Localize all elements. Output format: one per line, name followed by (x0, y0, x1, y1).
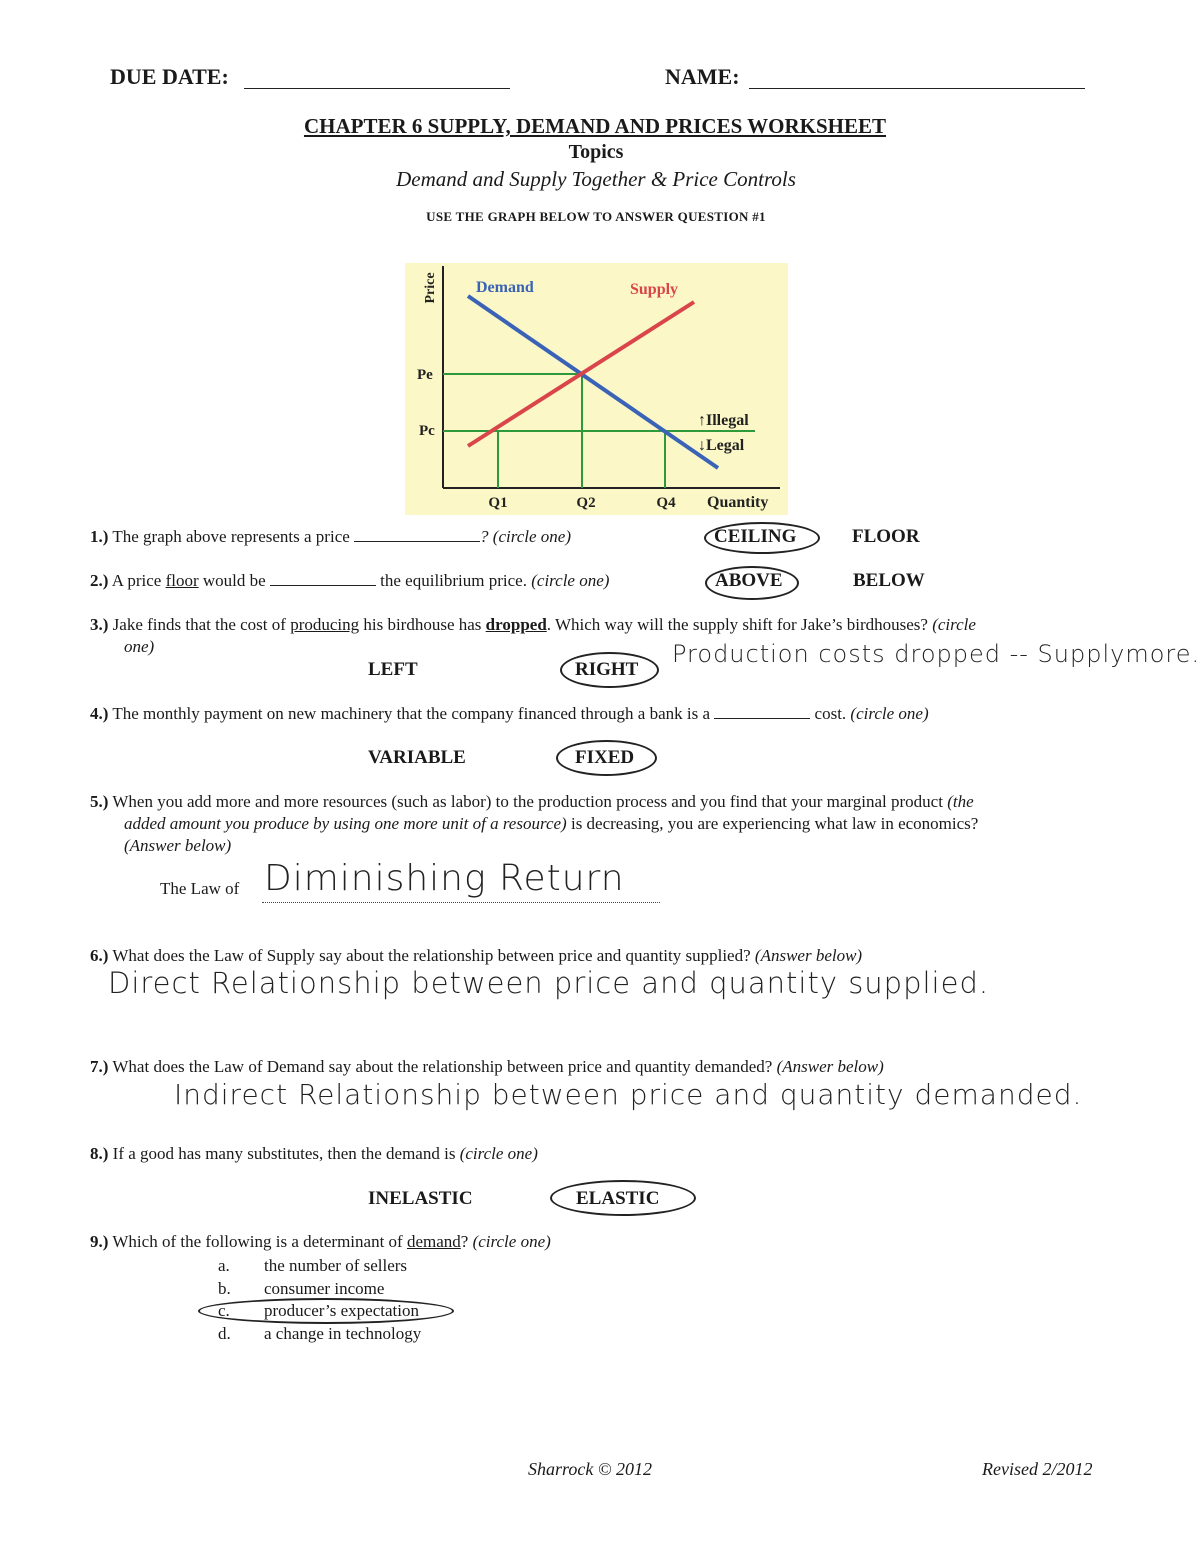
law-of-label: The Law of (160, 879, 240, 898)
q1-label: Q1 (488, 495, 508, 511)
pe-label: Pe (417, 367, 433, 383)
handwritten-answer-5: Diminishing Return (264, 858, 625, 899)
circle-note: (circle one) (472, 1232, 551, 1251)
option-letter: c. (218, 1301, 230, 1320)
question-text-italic: added amount you produce by using one more unit of a resource) (124, 814, 567, 833)
circle-note: (circle one) (850, 704, 929, 723)
option-text: a change in technology (264, 1323, 422, 1343)
illegal-label: ↑Illegal (698, 412, 749, 429)
option-text: consumer income (264, 1278, 385, 1298)
question-number: 5.) (90, 792, 109, 811)
question-text: his birdhouse has (363, 615, 482, 634)
question-6 (90, 946, 862, 966)
underlined-word: producing (290, 615, 360, 634)
circled-answer-mark (560, 652, 659, 688)
legal-label: ↓Legal (698, 437, 745, 454)
option-letter: a. (218, 1256, 230, 1275)
question-4 (90, 704, 929, 724)
supply-label: Supply (630, 281, 679, 298)
list-item[interactable] (218, 1278, 421, 1301)
option-text: the number of sellers (264, 1256, 408, 1275)
circle-note: (circle (932, 615, 976, 634)
subtitle: Demand and Supply Together & Price Controls (396, 167, 796, 191)
question-text: A price (111, 571, 162, 590)
demand-label: Demand (476, 279, 534, 296)
circle-note: (circle one) (531, 571, 610, 590)
question-9 (90, 1232, 551, 1252)
question-text: Which of the following is a determinant of (112, 1232, 403, 1251)
question-5-line-2 (124, 814, 978, 834)
question-text: The monthly payment on new machinery that the company financed through a bank is a (112, 704, 711, 723)
y-axis-label: Price (423, 272, 438, 304)
option-fixed[interactable]: FIXED (575, 747, 635, 768)
question-text: Jake finds that the cost of (112, 615, 286, 634)
question-number: 3.) (90, 615, 109, 634)
question-number: 8.) (90, 1144, 109, 1163)
option-inelastic[interactable]: INELASTIC (368, 1188, 473, 1209)
circled-answer-mark (704, 522, 820, 554)
question-2 (90, 571, 609, 591)
question-number: 9.) (90, 1232, 109, 1251)
revised-date: Revised 2/2012 (982, 1459, 1093, 1479)
handwritten-answer-6: Direct Relationship between price and quantity supplied. (108, 966, 990, 1000)
question-text: cost. (814, 704, 847, 723)
question-8 (90, 1144, 538, 1164)
question-text: What does the Law of Demand say about the relationship between price and quantity demanded? (112, 1057, 773, 1076)
question-number: 7.) (90, 1057, 109, 1076)
question-text: the equilibrium price. (380, 571, 527, 590)
option-elastic[interactable]: ELASTIC (576, 1188, 660, 1209)
pc-label: Pc (419, 423, 435, 439)
answer-below-note: (Answer below) (776, 1057, 884, 1076)
circled-answer-mark (550, 1180, 696, 1216)
question-text: is decreasing, you are experiencing what law in economics? (570, 814, 979, 833)
topics-label: Topics (568, 141, 624, 163)
question-text: What does the Law of Supply say about the relationship between price and quantity supplied? (112, 946, 751, 965)
question-text: . Which way will the supply shift for Jake’s birdhouses? (546, 615, 928, 634)
question-3 (90, 615, 976, 635)
quantity-label: Quantity (707, 494, 769, 511)
question-5 (90, 792, 974, 812)
question-text: If a good has many substitutes, then the demand is (112, 1144, 456, 1163)
option-letter: d. (218, 1323, 231, 1343)
question-1 (90, 527, 571, 547)
question-7 (90, 1057, 884, 1077)
circled-answer-mark (556, 740, 657, 776)
circle-note: (circle one) (459, 1144, 538, 1163)
option-above[interactable]: ABOVE (715, 570, 783, 591)
option-text: producer’s expectation (264, 1301, 419, 1320)
name-label: NAME: (665, 64, 740, 89)
circled-answer-mark (198, 1298, 454, 1324)
answer-below-note: (Answer below) (754, 946, 863, 965)
answer-blank[interactable] (270, 585, 376, 586)
question-text: would be (202, 571, 266, 590)
handwritten-answer-7: Indirect Relationship between price and quantity demanded. (174, 1078, 1083, 1111)
list-item[interactable] (218, 1255, 421, 1278)
option-left[interactable]: LEFT (368, 659, 418, 680)
question-text: The graph above represents a price (112, 527, 350, 546)
copyright: Sharrock © 2012 (528, 1459, 652, 1479)
page-title: CHAPTER 6 SUPPLY, DEMAND AND PRICES WORKSHEET (303, 114, 887, 138)
handwritten-answer-3: Production costs dropped -- Supplymore. (672, 640, 1200, 668)
question-text: When you add more and more resources (such as labor) to the production process and you find that your marginal product (112, 792, 943, 811)
option-letter: b. (218, 1278, 231, 1298)
underlined-word: floor (165, 571, 199, 590)
question-tail: ? (circle one) (480, 527, 571, 546)
underlined-word: dropped (485, 615, 547, 634)
q2-label: Q2 (576, 495, 596, 511)
question-number: 4.) (90, 704, 109, 723)
option-right[interactable]: RIGHT (575, 659, 639, 680)
question-number: 6.) (90, 946, 109, 965)
option-ceiling[interactable]: CEILING (714, 526, 797, 547)
question-number: 2.) (90, 571, 109, 590)
name-field[interactable] (749, 88, 1085, 89)
question-text-italic: (the (947, 792, 974, 811)
graph-background (405, 263, 788, 515)
option-floor[interactable]: FLOOR (852, 526, 920, 547)
question-number: 1.) (90, 527, 109, 546)
answer-line[interactable] (262, 902, 660, 903)
question-text: ? (460, 1232, 469, 1251)
supply-demand-graph (400, 258, 790, 518)
answer-blank[interactable] (714, 718, 810, 719)
list-item[interactable] (218, 1323, 421, 1346)
graph-instruction: USE THE GRAPH BELOW TO ANSWER QUESTION #1 (426, 209, 766, 224)
answer-below-note: (Answer below) (124, 836, 232, 855)
underlined-word: demand (406, 1232, 461, 1251)
q4-label: Q4 (656, 495, 676, 511)
due-date-label: DUE DATE: (110, 64, 229, 89)
due-date-field[interactable] (244, 88, 510, 89)
answer-blank[interactable] (354, 541, 480, 542)
circle-note-continued: one) (124, 637, 155, 656)
circled-answer-mark (705, 566, 799, 600)
option-variable[interactable]: VARIABLE (368, 747, 466, 768)
option-below[interactable]: BELOW (853, 570, 925, 591)
